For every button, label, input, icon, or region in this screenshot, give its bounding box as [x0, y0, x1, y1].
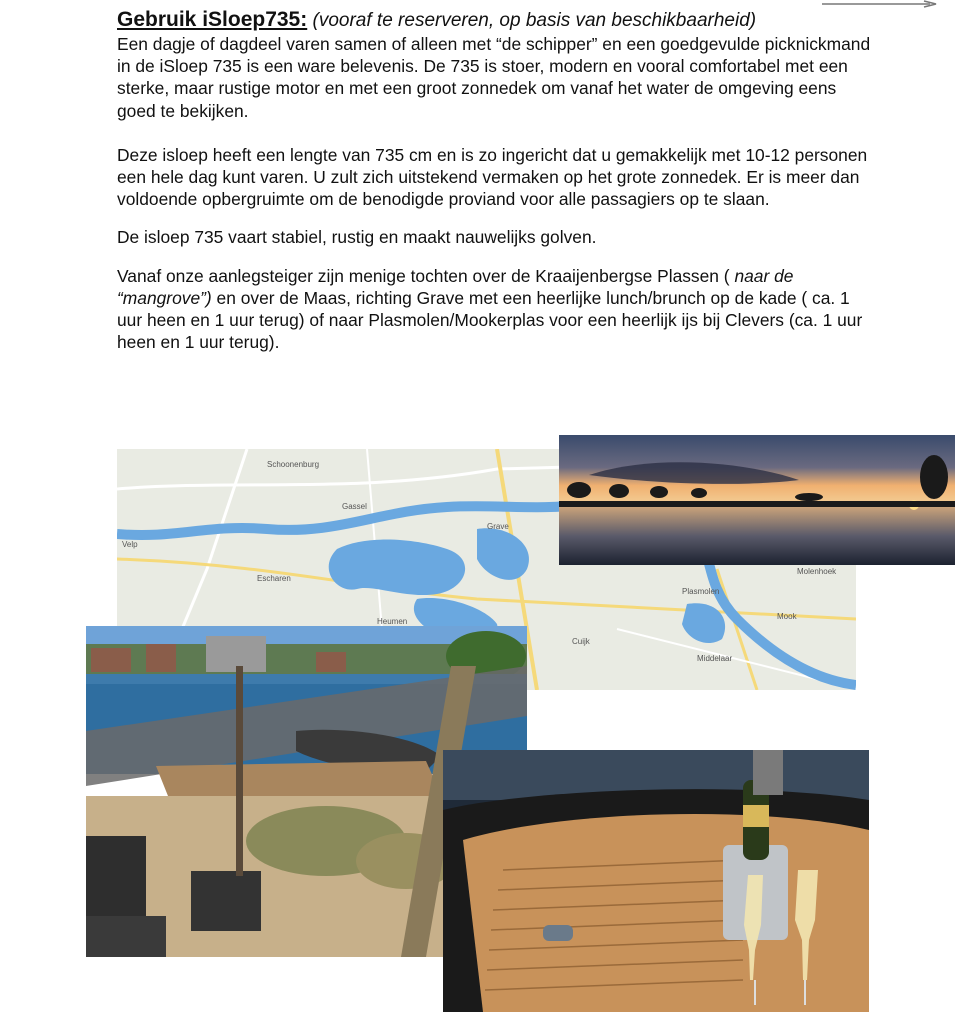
routes-text-b: en over de Maas, richting Grave met een heerlijke lunch/brunch op de kade ( ca. 1 uur heen en 1 uur terug) of naar Plasmolen/Mookerplas voor een heerlijk ijs bij Clevers (ca. 1 uur heen en 1 uur terug).	[117, 287, 863, 353]
map-label-2: Velp	[122, 540, 138, 549]
heading-title: Gebruik iSloep735:	[117, 8, 308, 31]
map-label-6: Cuijk	[572, 637, 590, 646]
map-label-11: Gassel	[342, 502, 367, 511]
paragraph-specs: Deze isloep heeft een lengte van 735 cm en is zo ingericht dat u gemakkelijk met 10-12 personen een hele dag kunt varen. U zult zich uitstekend vermaken op het grote zonnedek. Er is meer dan voldoende opbergruimte om de benodigde proviand voor alle passagiers op te slaan.	[117, 144, 868, 210]
map-label-8: Mook	[777, 612, 797, 621]
map-label-10: Molenhoek	[797, 567, 837, 576]
boat-deck-photo	[443, 750, 869, 1012]
map-label-1: Schoonenburg	[267, 460, 320, 469]
article-text	[117, 8, 877, 353]
heading-subtitle: (vooraf te reserveren, op basis van beschikbaarheid)	[312, 10, 757, 31]
map-label-12: Heumen	[377, 617, 408, 626]
sunset-photo	[559, 435, 955, 565]
page-heading	[117, 8, 877, 33]
map-label-4: Grave	[487, 522, 509, 531]
paragraph-stability: De isloep 735 vaart stabiel, rustig en maakt nauwelijks golven.	[117, 227, 597, 248]
routes-text-a: Vanaf onze aanlegsteiger zijn menige tochten over de Kraaijenbergse Plassen (	[117, 265, 730, 286]
paragraph-routes	[117, 265, 877, 354]
routes-text-italic: naar de “mangrove”)	[117, 265, 794, 308]
paragraph-intro: Een dagje of dagdeel varen samen of alleen met “de schipper” en een goedgevulde picknickmand in de iSloep 735 is een ware belevenis. De 735 is stoer, modern en vooral comfortabel met een sterke, maar rustige motor en met een groot zonnedek om vanaf het water de omgeving eens goed te bekijken.	[117, 34, 871, 121]
map-label-9: Middelaar	[697, 654, 733, 663]
map-label-3: Escharen	[257, 574, 291, 583]
header-decoration	[820, 0, 938, 8]
map-label-7: Plasmolen	[682, 587, 720, 596]
